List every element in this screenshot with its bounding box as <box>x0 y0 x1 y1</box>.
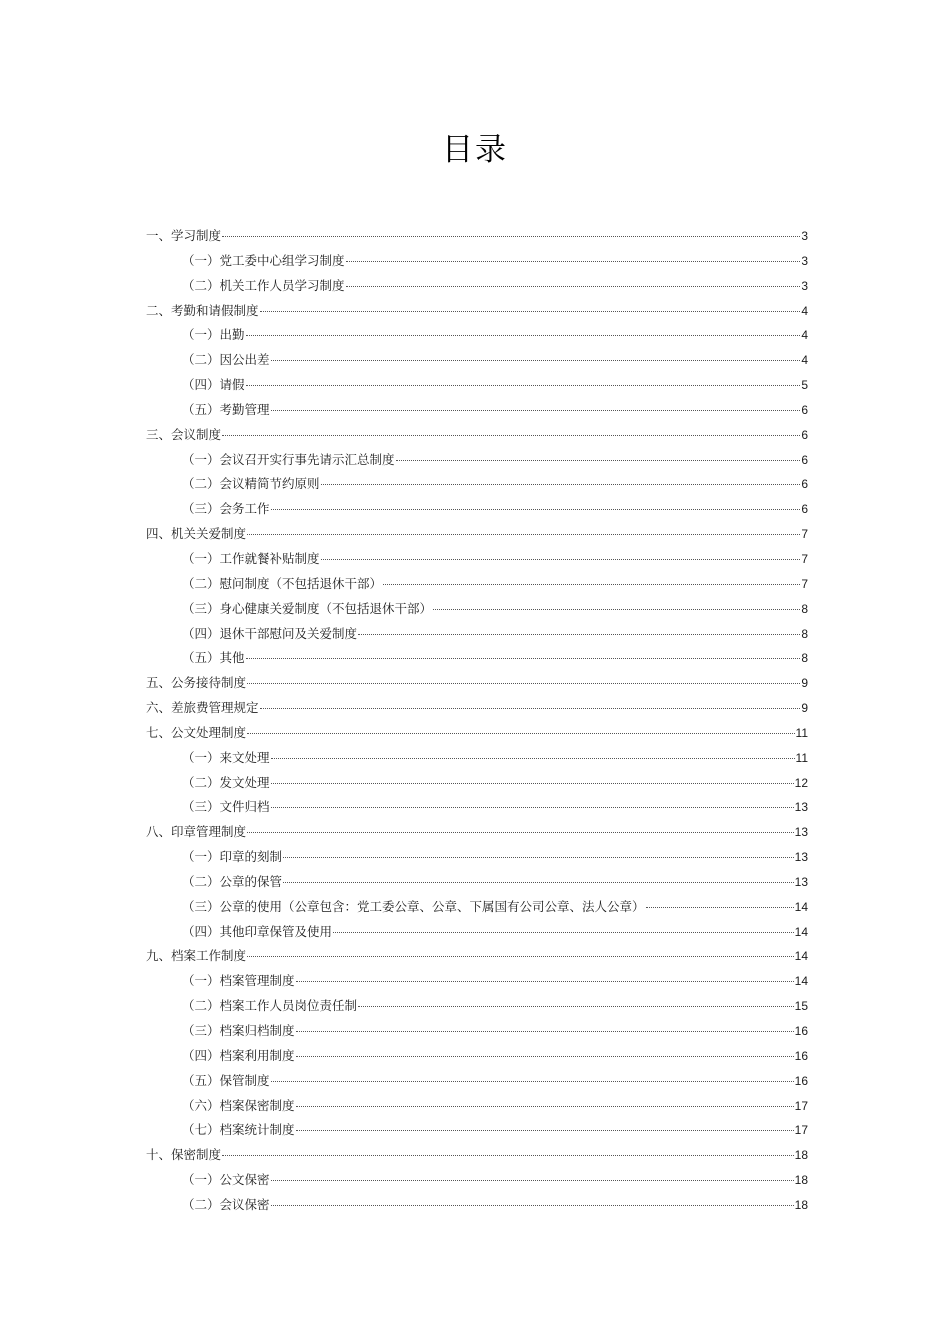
toc-dot-leader <box>271 1081 794 1082</box>
toc-entry-label: （一）会议召开实行事先请示汇总制度 <box>182 451 395 467</box>
toc-entry-chapter[interactable] <box>146 423 808 448</box>
toc-entry-section[interactable] <box>146 472 808 497</box>
toc-page-number: 6 <box>801 477 808 492</box>
toc-entry-section[interactable] <box>146 1118 808 1143</box>
toc-page-number: 15 <box>794 999 808 1014</box>
toc-entry-section[interactable] <box>146 597 808 622</box>
toc-entry-label: （一）党工委中心组学习制度 <box>182 252 345 268</box>
toc-dot-leader <box>271 410 801 411</box>
toc-page-number: 17 <box>794 1098 808 1113</box>
toc-page-number: 13 <box>794 850 808 865</box>
toc-dot-leader <box>222 435 800 436</box>
toc-dot-leader <box>247 832 794 833</box>
toc-dot-leader <box>247 683 800 684</box>
toc-page-number: 16 <box>794 1073 808 1088</box>
toc-dot-leader <box>283 857 794 858</box>
toc-dot-leader <box>296 1106 794 1107</box>
toc-page-number: 4 <box>801 353 808 368</box>
toc-entry-label: （一）公文保密 <box>182 1172 270 1188</box>
toc-page-number: 4 <box>801 328 808 343</box>
toc-dot-leader <box>271 783 794 784</box>
toc-entry-section[interactable] <box>146 373 808 398</box>
toc-entry-label: 二、考勤和请假制度 <box>146 302 259 318</box>
toc-entry-section[interactable] <box>146 398 808 423</box>
toc-entry-label: （五）考勤管理 <box>182 401 270 417</box>
toc-entry-chapter[interactable] <box>146 696 808 721</box>
toc-entry-section[interactable] <box>146 771 808 796</box>
toc-entry-chapter[interactable] <box>146 944 808 969</box>
toc-entry-chapter[interactable] <box>146 299 808 324</box>
toc-entry-section[interactable] <box>146 845 808 870</box>
toc-page-number: 11 <box>795 725 808 740</box>
toc-page-number: 6 <box>801 402 808 417</box>
toc-entry-section[interactable] <box>146 1168 808 1193</box>
toc-entry-label: （四）退休干部慰问及关爱制度 <box>182 625 358 641</box>
toc-dot-leader <box>247 956 794 957</box>
toc-page-number: 18 <box>794 1148 808 1163</box>
toc-dot-leader <box>383 584 800 585</box>
table-of-contents <box>146 224 808 1218</box>
toc-entry-label: （一）档案管理制度 <box>182 973 295 989</box>
toc-entry-section[interactable] <box>146 969 808 994</box>
toc-page-number: 4 <box>801 303 808 318</box>
toc-entry-chapter[interactable] <box>146 820 808 845</box>
toc-entry-chapter[interactable] <box>146 1143 808 1168</box>
toc-dot-leader <box>321 559 801 560</box>
toc-entry-label: 一、学习制度 <box>146 228 222 243</box>
toc-entry-label: （二）慰问制度（不包括退休干部） <box>182 575 383 591</box>
toc-entry-section[interactable] <box>146 323 808 348</box>
toc-page-number: 18 <box>794 1197 808 1212</box>
toc-entry-label: 三、会议制度 <box>146 426 222 442</box>
toc-dot-leader <box>271 758 795 759</box>
toc-page-number: 8 <box>801 626 808 641</box>
toc-page-number: 5 <box>801 378 808 393</box>
toc-entry-section[interactable] <box>146 1193 808 1218</box>
toc-dot-leader <box>271 1180 794 1181</box>
toc-page-number: 3 <box>801 278 808 293</box>
toc-entry-chapter[interactable] <box>146 721 808 746</box>
toc-dot-leader <box>646 907 794 908</box>
page-title: 目录 <box>442 132 508 168</box>
toc-entry-chapter[interactable] <box>146 522 808 547</box>
toc-entry-label: （二）机关工作人员学习制度 <box>182 277 345 293</box>
toc-page-number: 6 <box>801 427 808 442</box>
toc-dot-leader <box>260 311 801 312</box>
toc-entry-chapter[interactable] <box>146 671 808 696</box>
toc-entry-label: （三）会务工作 <box>182 501 270 517</box>
toc-entry-label: （一）工作就餐补贴制度 <box>182 550 320 566</box>
toc-entry-section[interactable] <box>146 795 808 820</box>
toc-entry-label: （二）会议保密 <box>182 1196 270 1212</box>
toc-page-number: 14 <box>794 949 808 964</box>
toc-entry-label: （三）公章的使用（公章包含：党工委公章、公章、下属国有公司公章、法人公章） <box>182 898 645 914</box>
toc-entry-label: （五）保管制度 <box>182 1072 270 1088</box>
toc-entry-label: （六）档案保密制度 <box>182 1097 295 1113</box>
toc-page-number: 16 <box>794 1048 808 1063</box>
toc-entry-section[interactable] <box>146 448 808 473</box>
toc-page-number: 9 <box>801 701 808 716</box>
toc-entry-section[interactable] <box>146 572 808 597</box>
toc-entry-label: 五、公务接待制度 <box>146 675 247 691</box>
toc-entry-label: 四、机关关爱制度 <box>146 526 247 542</box>
toc-entry-section[interactable] <box>146 646 808 671</box>
toc-dot-leader <box>271 360 801 361</box>
toc-dot-leader <box>271 807 794 808</box>
toc-page-number: 14 <box>794 924 808 939</box>
toc-dot-leader <box>296 1056 794 1057</box>
toc-entry-section[interactable] <box>146 1069 808 1094</box>
toc-entry-label: （三）档案归档制度 <box>182 1023 295 1038</box>
toc-page-number: 8 <box>801 651 808 666</box>
toc-page-number: 7 <box>801 551 808 566</box>
toc-entry-section[interactable] <box>146 746 808 771</box>
toc-entry-label: （一）来文处理 <box>182 749 270 765</box>
toc-dot-leader <box>246 385 801 386</box>
toc-entry-section[interactable] <box>146 920 808 945</box>
toc-dot-leader <box>333 932 794 933</box>
toc-dot-leader <box>222 236 800 237</box>
toc-page-number: 6 <box>801 452 808 467</box>
toc-page-number: 14 <box>794 899 808 914</box>
toc-page-number: 3 <box>801 253 808 268</box>
toc-entry-section[interactable] <box>146 895 808 920</box>
toc-entry-label: （三）身心健康关爱制度（不包括退休干部） <box>182 600 433 616</box>
toc-entry-label: 九、档案工作制度 <box>146 948 247 964</box>
toc-entry-section[interactable] <box>146 622 808 647</box>
toc-dot-leader <box>283 882 794 883</box>
toc-page-number: 12 <box>794 775 808 790</box>
toc-page-number: 14 <box>794 974 808 989</box>
toc-entry-label: （四）其他印章保管及使用 <box>182 923 333 939</box>
toc-entry-label: （二）会议精简节约原则 <box>182 476 320 492</box>
toc-entry-section[interactable] <box>146 249 808 274</box>
toc-dot-leader <box>321 484 801 485</box>
toc-page-number: 9 <box>801 676 808 691</box>
toc-entry-section[interactable] <box>146 1019 808 1044</box>
toc-entry-label: 十、保密制度 <box>146 1147 222 1163</box>
toc-entry-label: （七）档案统计制度 <box>182 1122 295 1138</box>
toc-entry-label: （二）发文处理 <box>182 774 270 790</box>
toc-entry-section[interactable] <box>146 348 808 373</box>
toc-dot-leader <box>246 335 801 336</box>
toc-dot-leader <box>346 286 801 287</box>
toc-page-number: 7 <box>801 527 808 542</box>
toc-entry-section[interactable] <box>146 870 808 895</box>
toc-dot-leader <box>396 460 801 461</box>
toc-page-number: 13 <box>794 825 808 840</box>
toc-page-number: 16 <box>794 1024 808 1038</box>
toc-page-number: 7 <box>801 576 808 591</box>
toc-dot-leader <box>271 1205 794 1206</box>
toc-dot-leader <box>222 1155 794 1156</box>
toc-entry-label: （三）文件归档 <box>182 799 270 815</box>
toc-entry-label: （一）印章的刻制 <box>182 849 283 865</box>
toc-page-number: 3 <box>801 229 808 243</box>
toc-entry-label: （五）其他 <box>182 650 245 666</box>
toc-dot-leader <box>246 658 801 659</box>
toc-entry-section[interactable] <box>146 1094 808 1119</box>
toc-entry-section[interactable] <box>146 274 808 299</box>
toc-entry-label: （二）档案工作人员岗位责任制 <box>182 998 358 1014</box>
toc-dot-leader <box>247 534 800 535</box>
toc-entry-section[interactable] <box>146 1044 808 1069</box>
toc-entry-label: 八、印章管理制度 <box>146 824 247 840</box>
toc-entry-label: （四）档案利用制度 <box>182 1047 295 1063</box>
toc-entry-label: （二）公章的保管 <box>182 873 283 889</box>
toc-entry-section[interactable] <box>146 497 808 522</box>
toc-page-number: 13 <box>794 800 808 815</box>
toc-page-number: 8 <box>801 601 808 616</box>
toc-page-number: 18 <box>794 1173 808 1188</box>
toc-dot-leader <box>358 634 800 635</box>
toc-dot-leader <box>296 981 794 982</box>
toc-entry-label: （一）出勤 <box>182 327 245 343</box>
toc-entry-label: （二）因公出差 <box>182 352 270 368</box>
toc-dot-leader <box>296 1031 794 1032</box>
toc-page-number: 13 <box>794 874 808 889</box>
toc-entry-section[interactable] <box>146 547 808 572</box>
toc-entry-chapter[interactable] <box>146 224 808 249</box>
toc-dot-leader <box>346 261 801 262</box>
toc-page-number: 6 <box>801 502 808 517</box>
toc-entry-label: （四）请假 <box>182 377 245 393</box>
toc-dot-leader <box>260 708 801 709</box>
toc-dot-leader <box>296 1130 794 1131</box>
toc-dot-leader <box>271 509 801 510</box>
toc-dot-leader <box>247 733 795 734</box>
toc-entry-label: 七、公文处理制度 <box>146 724 247 740</box>
toc-entry-label: 六、差旅费管理规定 <box>146 700 259 716</box>
toc-page-number: 11 <box>795 750 808 765</box>
toc-dot-leader <box>358 1006 794 1007</box>
toc-dot-leader <box>433 609 800 610</box>
toc-entry-section[interactable] <box>146 994 808 1019</box>
toc-page-number: 17 <box>794 1123 808 1138</box>
